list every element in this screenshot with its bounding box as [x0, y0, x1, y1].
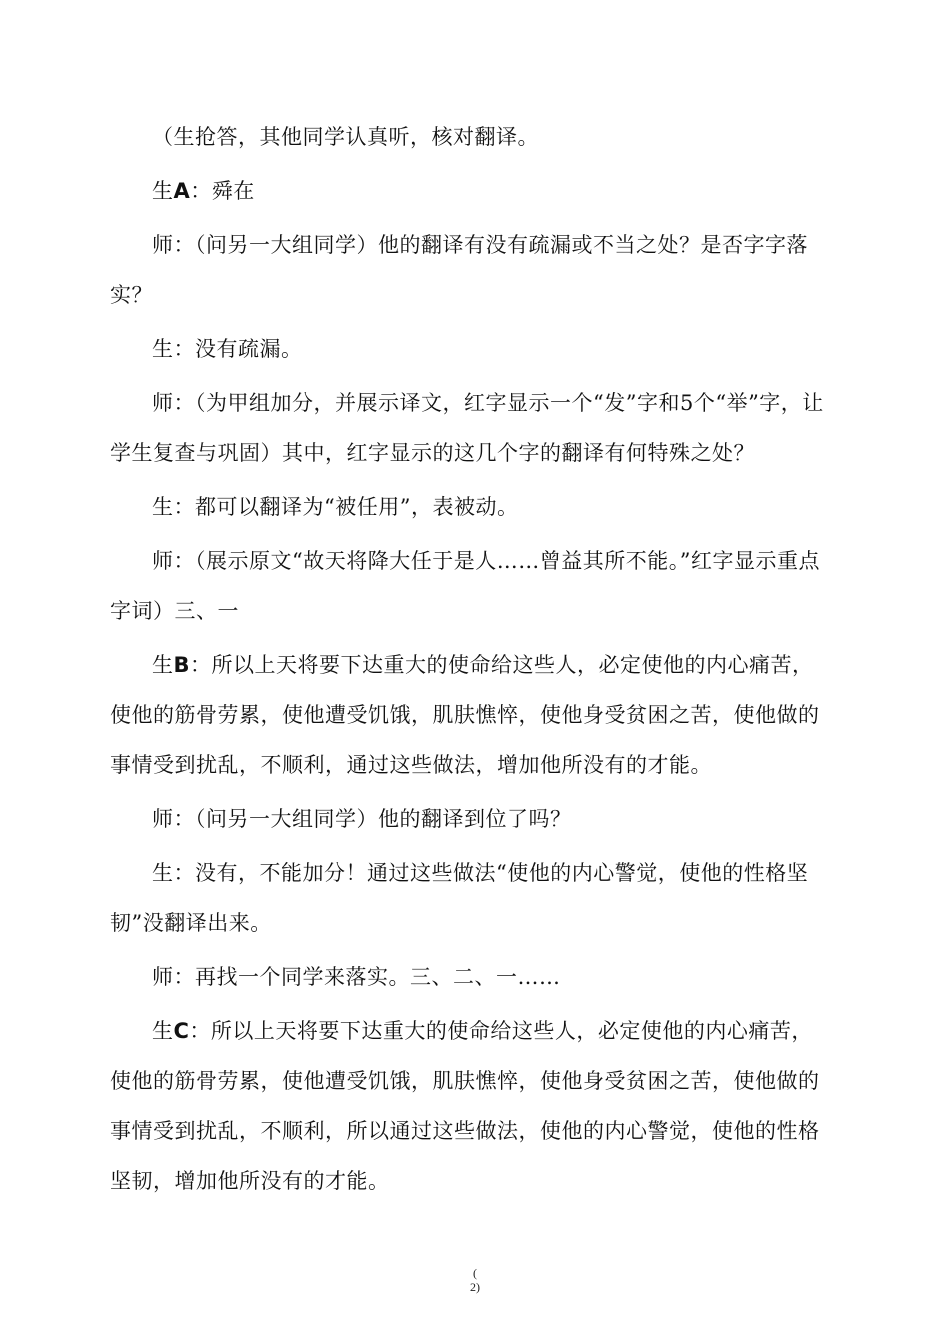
paragraph-11 [110, 952, 830, 1002]
page-number [0, 1266, 950, 1294]
speaker-prefix: 生 [152, 179, 174, 203]
paragraph-9 [110, 794, 830, 844]
paragraph-text: 师：（为甲组加分，并展示译文，红字显示一个“发”字和5个“举”字，让学生复查与巩固）其中，红字显示的这几个字的翻译有何特殊之处？ [110, 391, 824, 465]
paragraph-text: 生：没有，不能加分！通过这些做法“使他的内心警觉，使他的性格坚韧”没翻译出来。 [110, 861, 809, 935]
speaker-label: B [173, 653, 191, 677]
paragraph-12 [110, 1006, 830, 1206]
page-number-line-2: 2) [470, 1280, 480, 1294]
paragraph-10 [110, 848, 830, 948]
paragraph-text: 师：（问另一大组同学）他的翻译有没有疏漏或不当之处？是否字字落实？ [110, 233, 808, 307]
paragraph-1 [110, 112, 830, 162]
speaker-prefix: 生 [152, 653, 174, 677]
paragraph-text: 师：再找一个同学来落实。三、二、一…… [152, 965, 561, 989]
paragraph-7 [110, 536, 830, 636]
paragraph-text: ：所以上天将要下达重大的使命给这些人，必定使他的内心痛苦，使他的筋骨劳累，使他遭受饥饿，肌肤憔悴，使他身受贫困之苦，使他做的事情受到扰乱，不顺利，通过这些做法，增加他所没有的才能。 [110, 653, 820, 777]
paragraph-text: ：所以上天将要下达重大的使命给这些人，必定使他的内心痛苦，使他的筋骨劳累，使他遭受饥饿，肌肤憔悴，使他身受贫困之苦，使他做的事情受到扰乱，不顺利，所以通过这些做法，使他的内心警觉，使他的性格坚韧，增加他所没有的才能。 [110, 1019, 820, 1193]
paragraph-8 [110, 640, 830, 790]
paragraph-3 [110, 220, 830, 320]
speaker-prefix: 生 [152, 1019, 174, 1043]
paragraph-text: 生：没有疏漏。 [152, 337, 303, 361]
speaker-label: A [173, 179, 191, 203]
paragraph-text: 师：（展示原文“故天将降大任于是人……曾益其所不能。”红字显示重点字词）三、一 [110, 549, 820, 623]
paragraph-text: （生抢答，其他同学认真听，核对翻译。 [152, 125, 539, 149]
transcript-body [110, 112, 830, 1210]
paragraph-text: ：舜在 [190, 179, 255, 203]
paragraph-4 [110, 324, 830, 374]
paragraph-text: 生：都可以翻译为“被任用”，表被动。 [152, 495, 519, 519]
speaker-label: C [173, 1019, 190, 1043]
paragraph-text: 师：（问另一大组同学）他的翻译到位了吗？ [152, 807, 572, 831]
page-number-line-1: ( [473, 1266, 477, 1280]
paragraph-2 [110, 166, 830, 216]
paragraph-5 [110, 378, 830, 478]
paragraph-6 [110, 482, 830, 532]
